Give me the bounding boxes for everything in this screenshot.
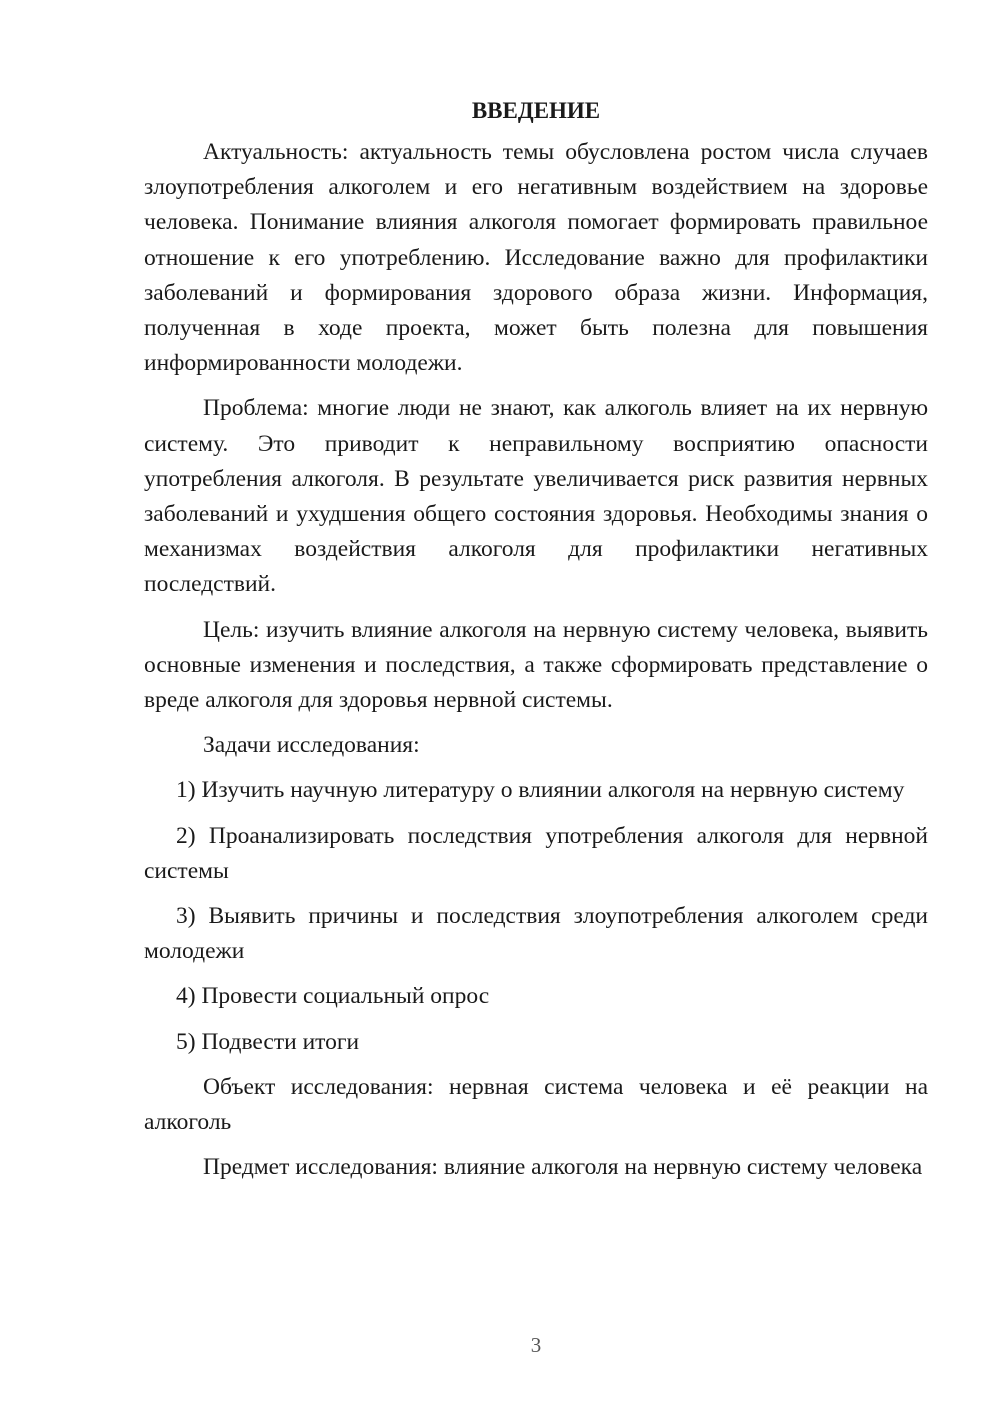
- task-item-2: 2) Проанализировать последствия употребления алкоголя для нервной системы: [144, 822, 928, 884]
- subject-paragraph: Предмет исследования: влияние алкоголя на нервную систему человека: [203, 1154, 923, 1181]
- page-title: ВВЕДЕНИЕ: [471, 98, 601, 123]
- task-item-5: 5) Подвести итоги: [176, 1028, 360, 1055]
- goal-paragraph: Цель: изучить влияние алкоголя на нервную систему человека, выявить основные изменения и последствия, а также сформировать представление о вреде алкоголя для здоровья нервной системы.: [144, 616, 928, 714]
- relevance-paragraph: Актуальность: актуальность темы обусловлена ростом числа случаев злоупотребления алкоголем и его негативным воздействием на здоровье человека. Понимание влияния алкоголя помогает формировать правильное отношение к его употреблению. Исследование важно для профилактики заболеваний и формирования здорового образа жизни. Информация, полученная в ходе проекта, может быть полезна для повышения информированности молодежи.: [144, 139, 928, 377]
- problem-paragraph: Проблема: многие люди не знают, как алкоголь влияет на их нервную систему. Это приводит к неправильному восприятию опасности употребления алкоголя. В результате увеличивается риск развития нервных заболеваний и ухудшения общего состояния здоровья. Необходимы знания о механизмах воздействия алкоголя для профилактики негативных последствий.: [144, 395, 928, 598]
- object-paragraph: Объект исследования: нервная система человека и её реакции на алкоголь: [144, 1073, 928, 1136]
- task-item-1: 1) Изучить научную литературу о влиянии алкоголя на нервную систему: [176, 777, 905, 804]
- page-number: 3: [530, 1333, 542, 1357]
- task-item-3: 3) Выявить причины и последствия злоупотребления алкоголем среди молодежи: [144, 903, 928, 965]
- tasks-heading: Задачи исследования:: [203, 732, 420, 759]
- document-body: [144, 96, 928, 1195]
- task-item-4: 4) Провести социальный опрос: [176, 983, 490, 1010]
